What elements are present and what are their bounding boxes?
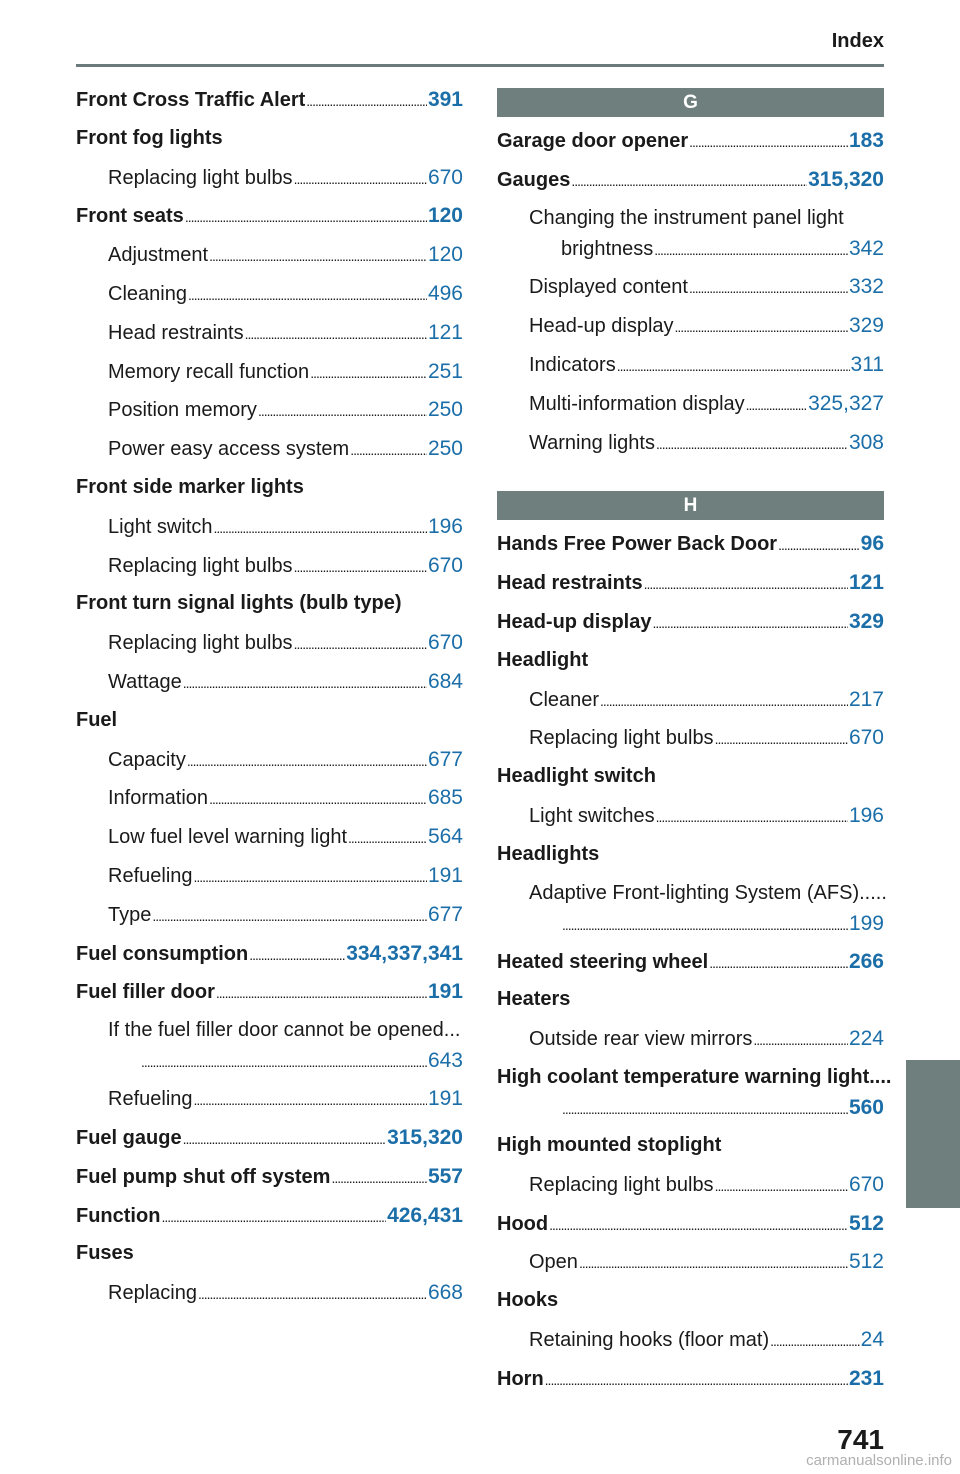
entry-label: Headlight <box>497 648 589 671</box>
entry-label: Memory recall function <box>108 360 310 383</box>
dot-leader <box>715 727 848 750</box>
entry-label: Cleaner <box>529 688 600 711</box>
index-entry-main[interactable] <box>497 1289 884 1328</box>
dot-leader <box>198 1282 427 1305</box>
entry-label: Light switch <box>108 515 213 538</box>
dot-leader <box>348 826 427 849</box>
page-reference[interactable]: 677 <box>427 747 463 771</box>
page-reference[interactable]: 670 <box>427 553 463 577</box>
index-entry-sub[interactable] <box>497 1328 884 1367</box>
dot-leader <box>753 1028 848 1051</box>
index-entry-main[interactable] <box>497 168 884 207</box>
entry-label: Heated steering wheel <box>497 950 709 973</box>
dot-leader <box>656 432 848 455</box>
index-entry-continuation[interactable] <box>497 1096 884 1134</box>
page-reference[interactable]: 191 <box>427 980 463 1004</box>
dot-leader <box>331 1166 426 1189</box>
index-entry-sub[interactable] <box>76 554 463 593</box>
dot-leader <box>656 805 848 828</box>
entry-label: Front Cross Traffic Alert <box>76 89 306 111</box>
dot-leader <box>216 981 427 1004</box>
page-reference[interactable]: 199 <box>848 911 884 935</box>
index-entry-main[interactable] <box>76 980 463 1019</box>
dot-leader <box>294 555 427 578</box>
index-entry-main[interactable] <box>497 1367 884 1406</box>
index-entry-sub[interactable] <box>76 515 463 554</box>
dot-leader <box>209 787 427 810</box>
page-number: 741 <box>837 1424 884 1455</box>
dot-leader <box>549 1213 848 1236</box>
entry-label: Displayed content <box>529 276 688 299</box>
entry-label: Power easy access system <box>108 438 350 461</box>
entry-label: Low fuel level warning light <box>108 826 348 849</box>
page-reference[interactable]: 564 <box>427 825 463 849</box>
index-column-left <box>76 88 463 1320</box>
page-reference[interactable]: 329 <box>848 314 884 338</box>
section-header-g: G <box>497 88 884 117</box>
entry-label: Cleaning <box>108 282 187 305</box>
entry-label: Retaining hooks (floor mat) <box>529 1328 770 1351</box>
page-reference[interactable]: 684 <box>427 669 463 693</box>
entry-label: Head restraints <box>497 572 643 595</box>
header-title: Index <box>831 30 884 52</box>
page-reference[interactable]: 266 <box>848 949 884 973</box>
index-entry[interactable] <box>497 1065 892 1096</box>
index-column-right <box>497 88 892 1406</box>
entry-label: Hood <box>497 1212 549 1235</box>
page-reference[interactable]: 191 <box>427 863 463 887</box>
index-entry-continuation[interactable] <box>76 1049 463 1087</box>
entry-label: Replacing <box>108 1282 197 1305</box>
index-entry-sub[interactable] <box>76 282 463 321</box>
dot-leader <box>214 516 427 539</box>
index-entry-main[interactable] <box>497 765 884 804</box>
index-entry-main[interactable] <box>497 571 884 610</box>
index-entry-sub[interactable] <box>497 1250 884 1289</box>
index-entry-sub[interactable] <box>497 431 884 470</box>
index-entry-main[interactable] <box>497 988 884 1027</box>
entry-label: Replacing light bulbs <box>529 1173 714 1196</box>
entry-label: Multi-information display <box>529 392 745 415</box>
page-reference[interactable]: 668 <box>427 1281 463 1305</box>
page-reference[interactable]: 315,320 <box>808 167 884 191</box>
watermark: carmanualsonline.info <box>806 1452 952 1469</box>
page-reference[interactable]: 560 <box>848 1095 884 1119</box>
index-entry-sub[interactable] <box>497 726 884 765</box>
entry-label-continued: brightness <box>561 237 654 260</box>
page-reference[interactable]: 325,327 <box>808 391 884 415</box>
page-reference[interactable]: 250 <box>427 437 463 461</box>
entry-label: Fuel pump shut off system <box>76 1165 331 1188</box>
index-entry-sub[interactable] <box>76 903 463 942</box>
entry-label: Heaters <box>497 988 571 1011</box>
dot-leader <box>746 393 807 416</box>
index-entry[interactable] <box>76 1019 463 1049</box>
page-reference[interactable]: 670 <box>427 631 463 655</box>
entry-label: Headlights <box>497 842 600 865</box>
page-reference[interactable]: 512 <box>848 1211 884 1235</box>
entry-label: Replacing light bulbs <box>529 727 714 750</box>
entry-label: Front fog lights <box>76 126 223 149</box>
index-entry-main[interactable] <box>76 1204 463 1243</box>
dot-leader <box>562 1097 848 1120</box>
entry-label: Hands Free Power Back Door <box>497 533 778 556</box>
dot-leader <box>562 913 848 936</box>
index-entry-sub[interactable] <box>497 1027 884 1066</box>
index-entry-sub[interactable] <box>76 825 463 864</box>
dot-leader <box>778 533 860 556</box>
dot-leader <box>652 611 847 634</box>
entry-label: Fuel gauge <box>76 1126 182 1149</box>
page-reference[interactable]: 670 <box>427 165 463 189</box>
page-reference[interactable]: 496 <box>427 281 463 305</box>
index-entry-sub[interactable] <box>497 804 884 843</box>
index-entry-sub[interactable] <box>497 688 884 727</box>
index-entry-sub[interactable] <box>76 1087 463 1126</box>
entry-label: Outside rear view mirrors <box>529 1028 753 1051</box>
entry-label: Fuses <box>76 1242 134 1265</box>
dot-leader <box>709 951 848 974</box>
entry-label: Changing the instrument panel light <box>529 206 844 229</box>
section-g-entries <box>497 129 884 469</box>
entry-label: Fuel consumption <box>76 942 249 965</box>
page-reference[interactable]: 391 <box>427 88 463 111</box>
dot-leader <box>194 865 427 888</box>
page-reference[interactable]: 677 <box>427 902 463 926</box>
entry-label: High mounted stoplight <box>497 1133 722 1156</box>
index-entry-main[interactable] <box>497 950 884 989</box>
entry-label: Head-up display <box>529 315 674 338</box>
index-entry-main[interactable] <box>76 476 463 515</box>
page-reference[interactable]: 191 <box>427 1087 463 1111</box>
section-h-entries <box>497 532 892 1405</box>
dot-leader <box>675 315 848 338</box>
dot-leader <box>545 1368 848 1391</box>
entry-label: Position memory <box>108 399 257 422</box>
index-entry-main[interactable] <box>76 88 463 127</box>
page-reference[interactable]: 685 <box>427 786 463 810</box>
entry-label: Light switches <box>529 804 655 827</box>
index-entry-main[interactable] <box>76 942 463 981</box>
dot-leader <box>294 632 427 655</box>
page-reference[interactable]: 196 <box>848 803 884 827</box>
page-reference[interactable]: 670 <box>848 1172 884 1196</box>
index-entry[interactable] <box>497 881 887 912</box>
entry-label: Type <box>108 903 152 926</box>
entry-label: Replacing light bulbs <box>108 166 293 189</box>
dot-leader <box>310 361 427 384</box>
index-entry-sub[interactable] <box>76 1281 463 1320</box>
entry-label: Capacity <box>108 748 186 771</box>
page-reference[interactable]: 251 <box>427 359 463 383</box>
dot-leader <box>350 438 427 461</box>
index-entry-main[interactable] <box>76 127 463 166</box>
index-entry-sub[interactable] <box>76 398 463 437</box>
index-entry-sub[interactable] <box>76 243 463 282</box>
page-reference[interactable]: 512 <box>848 1250 884 1274</box>
page-reference[interactable]: 96 <box>860 532 884 556</box>
dot-leader <box>183 1127 387 1150</box>
dot-leader <box>644 572 848 595</box>
index-entry-sub[interactable] <box>497 392 884 431</box>
index-entry-main[interactable] <box>497 129 884 168</box>
entry-label: Headlight switch <box>497 765 656 788</box>
entry-label: Refueling <box>108 864 193 887</box>
entry-label: Hooks <box>497 1289 559 1312</box>
index-entry-sub[interactable] <box>497 314 884 353</box>
entry-label: Function <box>76 1204 161 1227</box>
index-entry-sub[interactable] <box>76 321 463 360</box>
index-entry-sub[interactable] <box>76 631 463 670</box>
index-entry-main[interactable] <box>497 649 884 688</box>
index-entry-main[interactable] <box>497 1212 884 1251</box>
index-entry-main[interactable] <box>497 532 884 571</box>
entry-label: Refueling <box>108 1088 193 1111</box>
entry-label: Adjustment <box>108 244 209 267</box>
dot-leader <box>187 749 427 772</box>
index-entry-sub[interactable] <box>76 166 463 205</box>
dot-leader <box>306 89 427 112</box>
index-entry-main[interactable] <box>76 1242 463 1281</box>
entry-label: Replacing light bulbs <box>108 554 293 577</box>
page-reference[interactable]: 342 <box>848 236 884 260</box>
dot-leader <box>689 276 848 299</box>
page-reference[interactable]: 311 <box>850 352 884 376</box>
page-reference[interactable]: 217 <box>848 687 884 711</box>
entry-label: Garage door opener <box>497 130 689 152</box>
entry-label: Indicators <box>529 353 616 376</box>
entry-label: Horn <box>497 1367 544 1390</box>
page-reference[interactable]: 121 <box>848 571 884 595</box>
page-reference[interactable]: 334,337,341 <box>346 941 463 965</box>
entry-label: Front side marker lights <box>76 475 304 498</box>
dot-leader <box>770 1329 860 1352</box>
index-entry-sub[interactable] <box>76 786 463 825</box>
entry-label: Gauges <box>497 168 571 191</box>
page-reference[interactable]: 329 <box>848 609 884 633</box>
entry-label: Head-up display <box>497 610 652 633</box>
dot-leader <box>141 1050 427 1073</box>
dot-leader <box>715 1174 848 1197</box>
entry-label: Head restraints <box>108 321 244 344</box>
entry-label: Open <box>529 1251 578 1274</box>
index-entry[interactable] <box>497 207 884 237</box>
index-entry-sub[interactable] <box>76 360 463 399</box>
dot-leader <box>194 1088 427 1111</box>
dot-leader <box>185 205 427 228</box>
page-reference[interactable]: 426,431 <box>387 1203 463 1227</box>
index-entry-sub[interactable] <box>497 275 884 314</box>
index-entry-sub[interactable] <box>76 864 463 903</box>
entry-label: Information <box>108 787 209 810</box>
page-reference[interactable]: 224 <box>848 1027 884 1051</box>
index-entry-main[interactable] <box>497 610 884 649</box>
index-entry-sub[interactable] <box>497 353 884 392</box>
thumb-index-tab <box>906 1060 960 1208</box>
dot-leader <box>654 238 848 261</box>
entry-label: Front turn signal lights (bulb type) <box>76 592 402 615</box>
page-reference[interactable]: 670 <box>848 726 884 750</box>
dot-leader <box>294 167 427 190</box>
entry-label: Warning lights <box>529 431 655 454</box>
page-reference[interactable]: 250 <box>427 398 463 422</box>
index-entry-main[interactable] <box>76 1165 463 1204</box>
page-reference[interactable]: 332 <box>848 275 884 299</box>
dot-leader <box>245 322 427 345</box>
page-reference[interactable]: 196 <box>427 514 463 538</box>
page-reference[interactable]: 308 <box>848 430 884 454</box>
index-entry-main[interactable] <box>497 1134 884 1173</box>
index-entry-continuation[interactable] <box>497 237 884 276</box>
dot-leader <box>152 904 427 927</box>
dot-leader <box>689 130 848 153</box>
dot-leader <box>571 169 807 192</box>
dot-leader <box>161 1205 386 1228</box>
entry-label: Replacing light bulbs <box>108 632 293 655</box>
entry-label: Fuel <box>76 708 118 731</box>
index-entry-sub[interactable] <box>76 437 463 476</box>
index-entry-main[interactable] <box>497 843 884 882</box>
section-header-h: H <box>497 491 884 520</box>
index-entry-main[interactable] <box>76 1126 463 1165</box>
page-reference[interactable]: 231 <box>848 1366 884 1390</box>
index-entry-sub[interactable] <box>76 670 463 709</box>
page-reference[interactable]: 24 <box>860 1327 884 1351</box>
dot-leader <box>188 283 427 306</box>
dot-leader <box>183 671 427 694</box>
dot-leader <box>258 399 427 422</box>
page-reference[interactable]: 557 <box>427 1164 463 1188</box>
entry-label: Front seats <box>76 205 184 228</box>
index-entry-sub[interactable] <box>76 748 463 787</box>
page-reference[interactable]: 120 <box>427 243 463 267</box>
index-entry-main[interactable] <box>76 709 463 748</box>
entry-label: Wattage <box>108 670 182 693</box>
page-reference[interactable]: 315,320 <box>387 1125 463 1149</box>
header-rule <box>76 64 884 67</box>
dot-leader <box>209 244 427 267</box>
entry-label: If the fuel filler door cannot be opened... <box>108 1019 461 1042</box>
page-reference[interactable]: 643 <box>427 1049 463 1073</box>
dot-leader <box>249 943 345 966</box>
dot-leader <box>617 354 850 377</box>
dot-leader <box>600 689 848 712</box>
page-reference[interactable]: 183 <box>848 129 884 152</box>
entry-label: Adaptive Front-lighting System (AFS)..... <box>529 881 887 904</box>
page-reference[interactable]: 121 <box>427 320 463 344</box>
index-entry-main[interactable] <box>76 204 463 243</box>
entry-label: Fuel filler door <box>76 981 215 1004</box>
page-reference[interactable]: 120 <box>427 204 463 228</box>
index-entry-sub[interactable] <box>497 1173 884 1212</box>
index-entry-main[interactable] <box>76 592 463 631</box>
dot-leader <box>579 1251 848 1274</box>
entry-label: High coolant temperature warning light.... <box>497 1065 892 1088</box>
index-entry-continuation[interactable] <box>497 912 884 950</box>
